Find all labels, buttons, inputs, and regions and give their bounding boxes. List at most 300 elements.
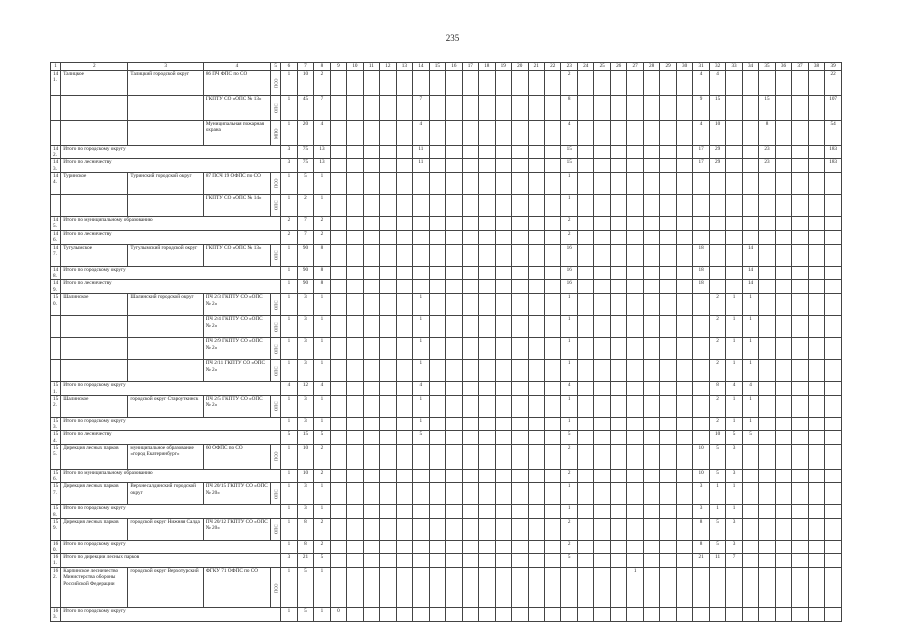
cell-col-33 — [726, 280, 742, 294]
cell-col-30 — [676, 518, 692, 540]
cell-col-32: 1 — [709, 505, 725, 518]
cell-col-1 — [51, 194, 61, 216]
cell-col-15 — [429, 96, 445, 121]
cell-col-23: 15 — [561, 159, 577, 172]
subtotal-row — [51, 146, 842, 159]
cell-col-28 — [643, 96, 659, 121]
cell-col-2 — [61, 316, 128, 338]
cell-col-20 — [512, 608, 528, 621]
cell-col-26 — [610, 431, 626, 444]
cell-col-32: 2 — [709, 294, 725, 316]
cell-col-7: 5 — [297, 172, 313, 194]
cell-col-6: 1 — [281, 483, 297, 505]
cell-col-9 — [330, 172, 346, 194]
cell-col-8: 5 — [314, 431, 330, 444]
cell-col-17 — [462, 294, 478, 316]
column-number: 35 — [759, 63, 775, 71]
cell-col-9 — [330, 382, 346, 395]
cell-col-17 — [462, 96, 478, 121]
cell-col-4: ПЧ 2/11 ГКПТУ СО «ОПС № 2» — [203, 360, 270, 382]
cell-col-13 — [396, 194, 412, 216]
cell-col-39 — [825, 554, 842, 568]
cell-col-35 — [759, 194, 775, 216]
cell-col-7: 45 — [297, 96, 313, 121]
subtotal-label: Итого по лесничеству — [61, 431, 281, 444]
cell-col-23: 2 — [561, 216, 577, 230]
cell-col-33 — [726, 608, 742, 621]
cell-col-15 — [429, 469, 445, 482]
cell-col-33 — [726, 159, 742, 172]
cell-col-24 — [577, 540, 593, 553]
cell-col-7: 75 — [297, 146, 313, 159]
cell-col-1: 154. — [51, 431, 61, 444]
cell-col-10 — [347, 280, 363, 294]
column-number: 24 — [577, 63, 593, 71]
cell-col-10 — [347, 230, 363, 244]
cell-col-32: 29 — [709, 146, 725, 159]
cell-col-14 — [413, 568, 429, 608]
column-number: 9 — [330, 63, 346, 71]
cell-col-37 — [792, 280, 808, 294]
cell-col-2: Дирекция лесных парков — [61, 518, 128, 540]
cell-col-19 — [495, 540, 511, 553]
cell-col-38 — [808, 540, 824, 553]
cell-col-1: 161. — [51, 554, 61, 568]
cell-col-37 — [792, 96, 808, 121]
cell-col-17 — [462, 608, 478, 621]
cell-col-16 — [446, 121, 462, 146]
cell-col-6: 1 — [281, 540, 297, 553]
cell-col-11 — [363, 121, 379, 146]
cell-col-3: городской округ Нижняя Салда — [128, 518, 203, 540]
cell-col-24 — [577, 216, 593, 230]
cell-col-1: 143. — [51, 159, 61, 172]
cell-col-32 — [709, 280, 725, 294]
cell-col-9: 0 — [330, 608, 346, 621]
cell-col-5: ОПС — [271, 518, 281, 540]
cell-col-31 — [693, 431, 709, 444]
cell-col-28 — [643, 159, 659, 172]
cell-col-7: 3 — [297, 417, 313, 430]
cell-col-17 — [462, 71, 478, 96]
cell-col-3 — [128, 316, 203, 338]
cell-col-38 — [808, 505, 824, 518]
cell-col-27 — [627, 294, 643, 316]
cell-col-31 — [693, 568, 709, 608]
cell-col-32 — [709, 216, 725, 230]
cell-col-10 — [347, 71, 363, 96]
cell-col-7: 5 — [297, 568, 313, 608]
cell-col-23: 5 — [561, 554, 577, 568]
cell-col-11 — [363, 444, 379, 469]
cell-col-38 — [808, 608, 824, 621]
cell-col-33: 1 — [726, 316, 742, 338]
cell-col-28 — [643, 146, 659, 159]
cell-col-21 — [528, 71, 544, 96]
cell-col-10 — [347, 382, 363, 395]
cell-col-7: 3 — [297, 360, 313, 382]
cell-col-29 — [660, 172, 676, 194]
cell-col-15 — [429, 280, 445, 294]
cell-col-31 — [693, 172, 709, 194]
table-row — [51, 444, 842, 469]
cell-col-38 — [808, 444, 824, 469]
subtotal-label: Итого по муниципальному образованию — [61, 469, 281, 482]
cell-col-35 — [759, 338, 775, 360]
cell-col-30 — [676, 121, 692, 146]
cell-col-19 — [495, 360, 511, 382]
cell-col-7: 90 — [297, 266, 313, 279]
cell-col-1: 152. — [51, 395, 61, 417]
cell-col-29 — [660, 505, 676, 518]
column-number: 17 — [462, 63, 478, 71]
cell-col-29 — [660, 382, 676, 395]
cell-col-39 — [825, 172, 842, 194]
cell-col-6: 1 — [281, 266, 297, 279]
cell-col-8: 5 — [314, 554, 330, 568]
cell-col-31 — [693, 230, 709, 244]
cell-col-11 — [363, 96, 379, 121]
cell-col-18 — [479, 159, 495, 172]
cell-col-21 — [528, 469, 544, 482]
cell-col-30 — [676, 146, 692, 159]
cell-col-17 — [462, 568, 478, 608]
cell-col-36 — [775, 518, 791, 540]
cell-col-17 — [462, 159, 478, 172]
cell-col-17 — [462, 121, 478, 146]
cell-col-38 — [808, 294, 824, 316]
cell-col-39 — [825, 294, 842, 316]
cell-col-36 — [775, 382, 791, 395]
cell-col-2: Туринское — [61, 172, 128, 194]
cell-col-16 — [446, 431, 462, 444]
cell-col-29 — [660, 294, 676, 316]
table-row — [51, 244, 842, 266]
cell-col-20 — [512, 554, 528, 568]
cell-col-1 — [51, 360, 61, 382]
cell-col-24 — [577, 431, 593, 444]
cell-col-31: 21 — [693, 554, 709, 568]
cell-col-21 — [528, 338, 544, 360]
cell-col-1: 155. — [51, 444, 61, 469]
cell-col-10 — [347, 96, 363, 121]
cell-col-27 — [627, 518, 643, 540]
cell-col-9 — [330, 360, 346, 382]
column-number: 2 — [61, 63, 128, 71]
cell-col-4: Муниципальная пожарная охрана — [203, 121, 270, 146]
cell-col-24 — [577, 568, 593, 608]
cell-col-18 — [479, 338, 495, 360]
cell-col-28 — [643, 230, 659, 244]
cell-col-16 — [446, 395, 462, 417]
cell-col-17 — [462, 431, 478, 444]
cell-col-23: 1 — [561, 483, 577, 505]
cell-col-9 — [330, 568, 346, 608]
cell-col-1: 145. — [51, 216, 61, 230]
cell-col-6: 2 — [281, 216, 297, 230]
cell-col-31 — [693, 417, 709, 430]
cell-col-39 — [825, 417, 842, 430]
cell-col-6: 1 — [281, 417, 297, 430]
cell-col-17 — [462, 194, 478, 216]
cell-col-21 — [528, 216, 544, 230]
cell-col-28 — [643, 444, 659, 469]
cell-col-34 — [742, 505, 758, 518]
subtotal-label: Итого по городскому округу — [61, 417, 281, 430]
cell-col-13 — [396, 360, 412, 382]
cell-col-6: 1 — [281, 395, 297, 417]
cell-col-27 — [627, 230, 643, 244]
column-number: 29 — [660, 63, 676, 71]
cell-col-2: Шалинское — [61, 294, 128, 316]
cell-col-19 — [495, 244, 511, 266]
cell-col-25 — [594, 96, 610, 121]
cell-col-11 — [363, 194, 379, 216]
cell-col-15 — [429, 518, 445, 540]
cell-col-14 — [413, 244, 429, 266]
cell-col-19 — [495, 159, 511, 172]
cell-col-1 — [51, 338, 61, 360]
cell-col-12 — [380, 294, 396, 316]
cell-col-38 — [808, 266, 824, 279]
cell-col-37 — [792, 172, 808, 194]
cell-col-35 — [759, 608, 775, 621]
cell-col-11 — [363, 360, 379, 382]
cell-col-9 — [330, 518, 346, 540]
cell-col-29 — [660, 121, 676, 146]
cell-col-7: 3 — [297, 338, 313, 360]
cell-col-16 — [446, 96, 462, 121]
cell-col-29 — [660, 96, 676, 121]
cell-col-12 — [380, 431, 396, 444]
cell-col-19 — [495, 483, 511, 505]
cell-col-18 — [479, 194, 495, 216]
cell-col-32: 5 — [709, 518, 725, 540]
cell-col-39 — [825, 540, 842, 553]
cell-col-30 — [676, 316, 692, 338]
cell-col-16 — [446, 280, 462, 294]
cell-col-3: муниципальное образование «город Екатеринбург» — [128, 444, 203, 469]
cell-col-15 — [429, 554, 445, 568]
cell-col-34: 5 — [742, 431, 758, 444]
cell-col-8: 8 — [314, 280, 330, 294]
cell-col-28 — [643, 469, 659, 482]
cell-col-15 — [429, 505, 445, 518]
cell-col-13 — [396, 266, 412, 279]
cell-col-2: Карпинское лесничество Министерства обороны Российской Федерации — [61, 568, 128, 608]
cell-col-24 — [577, 71, 593, 96]
column-number: 11 — [363, 63, 379, 71]
cell-col-8: 2 — [314, 540, 330, 553]
cell-col-25 — [594, 382, 610, 395]
cell-col-17 — [462, 540, 478, 553]
cell-col-4: ГКПТУ СО «ОПС № 14» — [203, 194, 270, 216]
cell-col-29 — [660, 244, 676, 266]
cell-col-33: 1 — [726, 294, 742, 316]
cell-col-39 — [825, 316, 842, 338]
cell-col-4: ПЧ 2/3 ГКПТУ СО «ОПС № 2» — [203, 294, 270, 316]
cell-col-8: 13 — [314, 146, 330, 159]
cell-col-37 — [792, 540, 808, 553]
cell-col-15 — [429, 444, 445, 469]
cell-col-14: 11 — [413, 146, 429, 159]
column-number: 31 — [693, 63, 709, 71]
cell-col-12 — [380, 230, 396, 244]
cell-col-7: 8 — [297, 540, 313, 553]
cell-col-2 — [61, 96, 128, 121]
column-number: 5 — [271, 63, 281, 71]
cell-col-16 — [446, 244, 462, 266]
cell-col-25 — [594, 172, 610, 194]
table-row — [51, 294, 842, 316]
cell-col-9 — [330, 444, 346, 469]
cell-col-16 — [446, 294, 462, 316]
cell-col-27 — [627, 244, 643, 266]
cell-col-26 — [610, 230, 626, 244]
cell-col-39 — [825, 266, 842, 279]
cell-col-20 — [512, 159, 528, 172]
cell-col-18 — [479, 608, 495, 621]
cell-col-19 — [495, 96, 511, 121]
cell-col-13 — [396, 483, 412, 505]
cell-col-25 — [594, 417, 610, 430]
cell-col-13 — [396, 230, 412, 244]
cell-col-12 — [380, 316, 396, 338]
table-row — [51, 360, 842, 382]
cell-col-30 — [676, 338, 692, 360]
cell-col-33: 3 — [726, 518, 742, 540]
cell-col-39 — [825, 338, 842, 360]
cell-col-14 — [413, 444, 429, 469]
cell-col-8: 2 — [314, 518, 330, 540]
cell-col-1 — [51, 316, 61, 338]
cell-col-7: 75 — [297, 159, 313, 172]
cell-col-18 — [479, 505, 495, 518]
cell-col-33: 5 — [726, 431, 742, 444]
cell-col-19 — [495, 266, 511, 279]
cell-col-31: 17 — [693, 159, 709, 172]
cell-col-1: 153. — [51, 417, 61, 430]
cell-col-38 — [808, 518, 824, 540]
cell-col-38 — [808, 316, 824, 338]
cell-col-11 — [363, 554, 379, 568]
cell-col-32: 1 — [709, 483, 725, 505]
cell-col-8: 1 — [314, 338, 330, 360]
column-number: 22 — [544, 63, 560, 71]
cell-col-10 — [347, 121, 363, 146]
cell-col-20 — [512, 172, 528, 194]
cell-col-25 — [594, 159, 610, 172]
cell-col-16 — [446, 540, 462, 553]
cell-col-16 — [446, 230, 462, 244]
cell-col-26 — [610, 294, 626, 316]
cell-col-37 — [792, 431, 808, 444]
column-number: 18 — [479, 63, 495, 71]
cell-col-27 — [627, 540, 643, 553]
cell-col-29 — [660, 483, 676, 505]
cell-col-23 — [561, 608, 577, 621]
cell-col-9 — [330, 216, 346, 230]
cell-col-12 — [380, 216, 396, 230]
cell-col-29 — [660, 216, 676, 230]
cell-col-37 — [792, 505, 808, 518]
cell-col-3: Тугулымский городской округ — [128, 244, 203, 266]
cell-col-34 — [742, 146, 758, 159]
cell-col-3 — [128, 121, 203, 146]
cell-col-12 — [380, 146, 396, 159]
cell-col-11 — [363, 608, 379, 621]
cell-col-23 — [561, 568, 577, 608]
cell-col-1: 151. — [51, 382, 61, 395]
cell-col-35 — [759, 568, 775, 608]
cell-col-11 — [363, 483, 379, 505]
table-row — [51, 483, 842, 505]
cell-col-22 — [544, 568, 560, 608]
cell-col-15 — [429, 608, 445, 621]
cell-col-8: 1 — [314, 360, 330, 382]
cell-col-10 — [347, 159, 363, 172]
cell-col-36 — [775, 244, 791, 266]
cell-col-26 — [610, 280, 626, 294]
cell-col-22 — [544, 96, 560, 121]
cell-col-10 — [347, 608, 363, 621]
cell-col-34 — [742, 172, 758, 194]
cell-col-14 — [413, 172, 429, 194]
cell-col-35 — [759, 469, 775, 482]
column-number: 21 — [528, 63, 544, 71]
cell-col-23: 1 — [561, 505, 577, 518]
cell-col-35 — [759, 172, 775, 194]
cell-col-18 — [479, 172, 495, 194]
cell-col-38 — [808, 483, 824, 505]
cell-col-17 — [462, 395, 478, 417]
cell-col-35 — [759, 395, 775, 417]
cell-col-6: 3 — [281, 146, 297, 159]
cell-col-6: 1 — [281, 518, 297, 540]
cell-col-32 — [709, 230, 725, 244]
cell-col-37 — [792, 146, 808, 159]
cell-col-14 — [413, 230, 429, 244]
cell-col-34 — [742, 540, 758, 553]
table-row — [51, 395, 842, 417]
cell-col-7: 3 — [297, 395, 313, 417]
cell-col-19 — [495, 121, 511, 146]
cell-col-18 — [479, 244, 495, 266]
cell-col-39: 22 — [825, 71, 842, 96]
cell-col-31: 18 — [693, 266, 709, 279]
cell-col-15 — [429, 194, 445, 216]
cell-col-8: 1 — [314, 316, 330, 338]
cell-col-32: 15 — [709, 96, 725, 121]
cell-col-12 — [380, 444, 396, 469]
cell-col-27 — [627, 417, 643, 430]
cell-col-38 — [808, 395, 824, 417]
cell-col-26 — [610, 505, 626, 518]
cell-col-38 — [808, 121, 824, 146]
cell-col-22 — [544, 244, 560, 266]
cell-col-10 — [347, 483, 363, 505]
cell-col-29 — [660, 608, 676, 621]
cell-col-19 — [495, 216, 511, 230]
cell-col-25 — [594, 540, 610, 553]
subtotal-row — [51, 266, 842, 279]
cell-col-15 — [429, 71, 445, 96]
cell-col-23: 2 — [561, 444, 577, 469]
cell-col-19 — [495, 172, 511, 194]
cell-col-22 — [544, 505, 560, 518]
cell-col-31: 9 — [693, 96, 709, 121]
cell-col-30 — [676, 395, 692, 417]
